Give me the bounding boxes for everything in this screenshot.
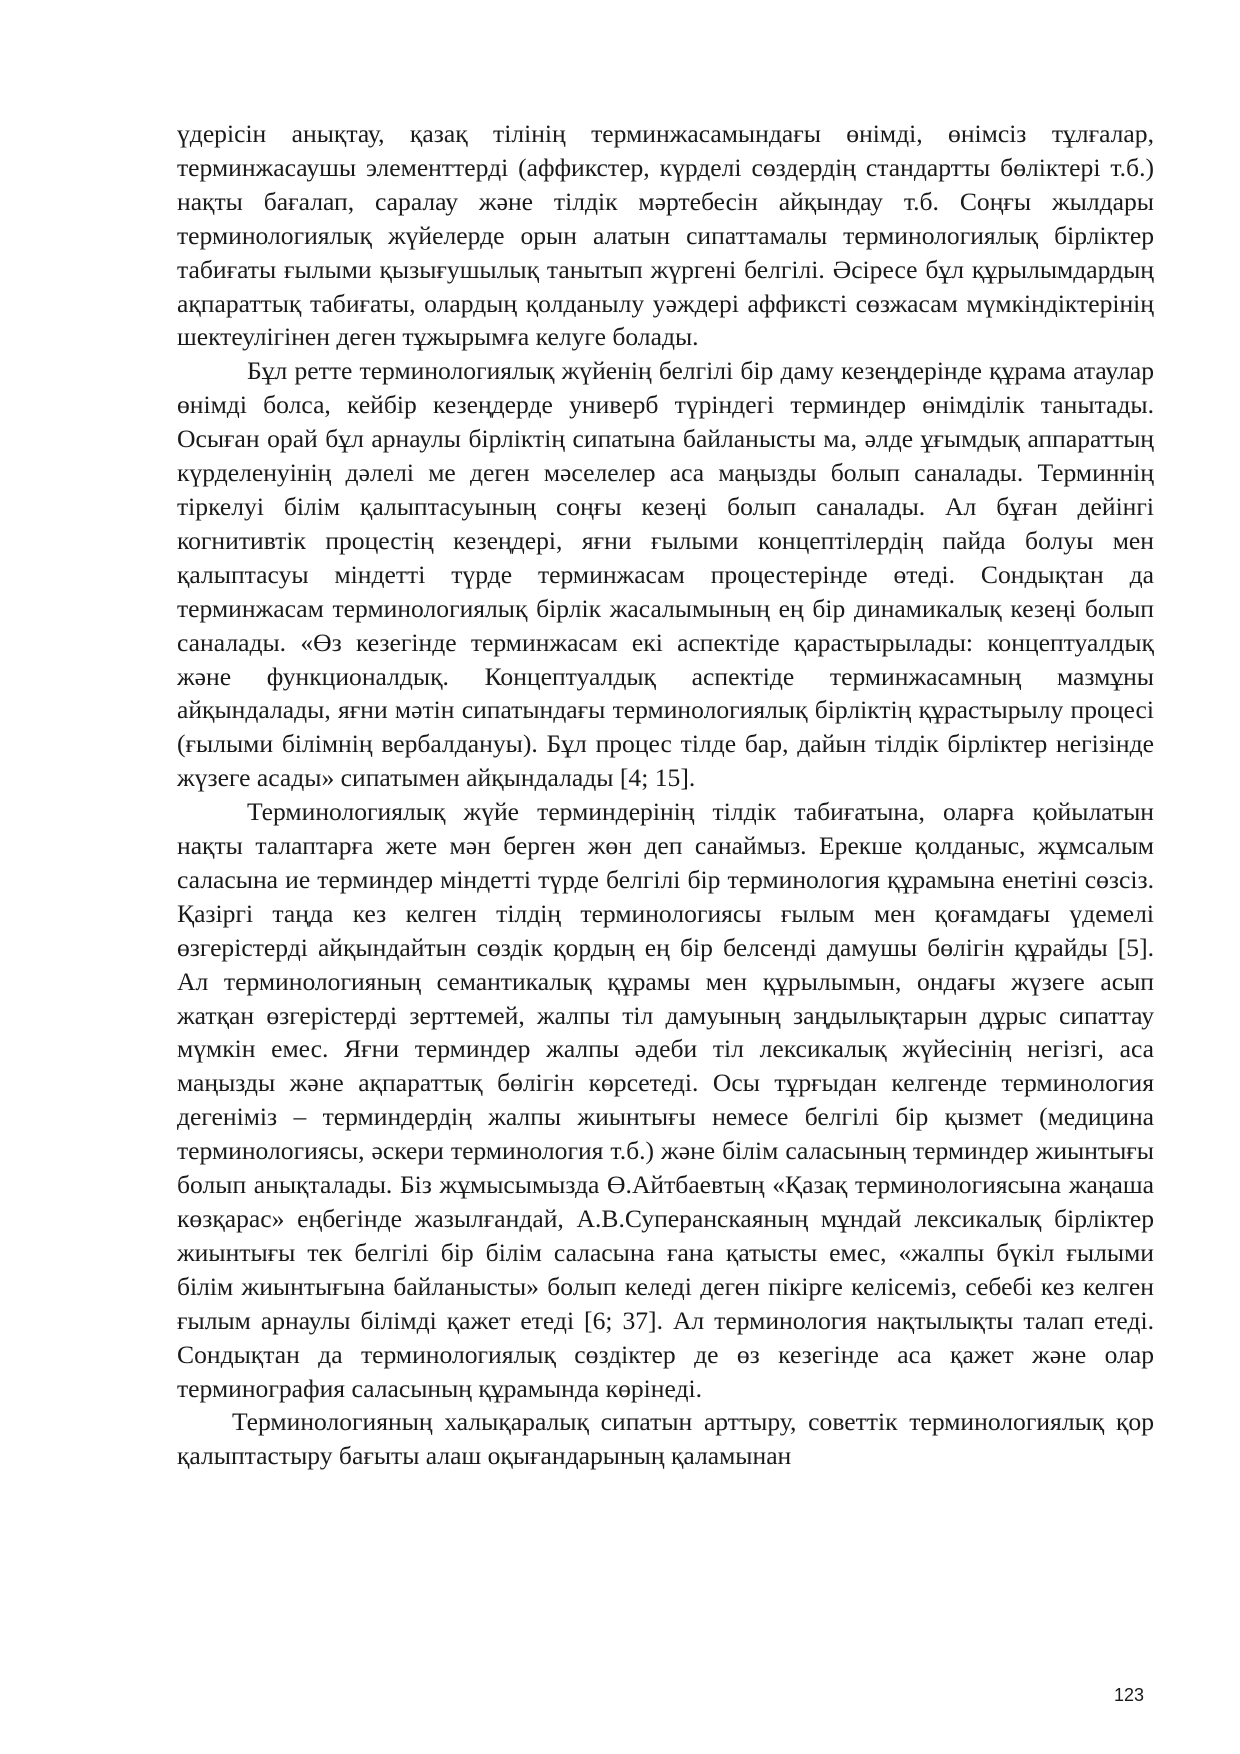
- page-number: 123: [1114, 1685, 1145, 1705]
- paragraph-4: Терминологияның халықаралық сипатын арттыру, советтік терминологиялық қор қалыптастыру бағыты алаш оқығандарының қаламынан: [177, 1407, 1154, 1471]
- paragraph-2: Бұл ретте терминологиялық жүйенің белгілі бір даму кезеңдерінде құрама атаулар өнімді болса, кейбір кезеңдерде универб түріндегі терминдер өнімділік танытады. Осыған орай бұл арнаулы бірліктің сипатына байланысты ма, әлде ұғымдық аппараттың күрделенуінің дәлелі ме деген мәселелер аса маңызды болып саналады. Терминнің тіркелуі білім қалыптасуының соңғы кезеңі болып саналады. Ал бұған дейінгі когнитивтік процестің кезеңдері, яғни ғылыми концептілердің пайда болуы мен қалыптасуы міндетті түрде терминжасам процестерінде өтеді. Сондықтан да терминжасам терминологиялық бірлік жасалымының ең бір динамикалық кезеңі болып саналады. «Өз кезегінде терминжасам екі аспектіде қарастырылады: концептуалдық және функционалдық. Концептуалдық аспектіде терминжасамның мазмұны айқындалады, яғни мәтін сипатындағы терминологиялық бірліктің құрастырылу процесі (ғылыми білімнің вербалдануы). Бұл процес тілде бар, дайын тілдік бірліктер негізінде жүзеге асады» сипатымен айқындалады [4; 15].: [177, 356, 1154, 793]
- paragraph-3: Терминологиялық жүйе терминдерінің тілдік табиғатына, оларға қойылатын нақты талаптарға жете мән берген жөн деп санаймыз. Ерекше қолданыс, жұмсалым саласына ие терминдер міндетті түрде белгілі бір терминология құрамына енетіні сөзсіз. Қазіргі таңда кез келген тілдің терминологиясы ғылым мен қоғамдағы үдемелі өзгерістерді айқындайтын сөздік қордың ең бір белсенді дамушы бөлігін құрайды [5]. Ал терминологияның семантикалық құрамы мен құрылымын, ондағы жүзеге асып жатқан өзгерістерді зерттемей, жалпы тіл дамуының заңдылықтарын дұрыс сипаттау мүмкін емес. Яғни терминдер жалпы әдеби тіл лексикалық жүйесінің негізгі, аса маңызды және ақпараттық бөлігін көрсетеді. Осы тұрғыдан келгенде терминология дегеніміз – терминдердің жалпы жиынтығы немесе белгілі бір қызмет (медицина терминологиясы, әскери терминология т.б.) және білім саласының терминдер жиынтығы болып анықталады. Біз жұмысымызда Ө.Айтбаевтың «Қазақ терминологиясына жаңаша көзқарас» еңбегінде жазылғандай, А.В.Суперанскаяның мұндай лексикалық бірліктер жиынтығы тек белгілі бір білім саласына ғана қатысты емес, «жалпы бүкіл ғылыми білім жиынтығына байланысты» болып келеді деген пікірге келісеміз, себебі кез келген ғылым арнаулы білімді қажет етеді [6; 37]. Ал терминология нақтылықты талап етеді. Сондықтан да терминологиялық сөздіктер де өз кезегінде аса қажет және олар терминография саласының құрамында көрінеді.: [177, 797, 1154, 1403]
- page-body: [177, 117, 1154, 1473]
- paragraph-1: үдерісін анықтау, қазақ тілінің терминжасамындағы өнімді, өнімсіз тұлғалар, терминжасаушы элементтерді (аффикстер, күрделі сөздердің стандартты бөліктері т.б.) нақты бағалап, саралау және тілдік мәртебесін айқындау т.б. Соңғы жылдары терминологиялық жүйелерде орын алатын сипаттамалы терминологиялық бірліктер табиғаты ғылыми қызығушылық танытып жүргені белгілі. Әсіресе бұл құрылымдардың ақпараттық табиғаты, олардың қолданылу уәждері аффиксті сөзжасам мүмкіндіктерінің шектеулігінен деген тұжырымға келуге болады.: [177, 119, 1154, 352]
